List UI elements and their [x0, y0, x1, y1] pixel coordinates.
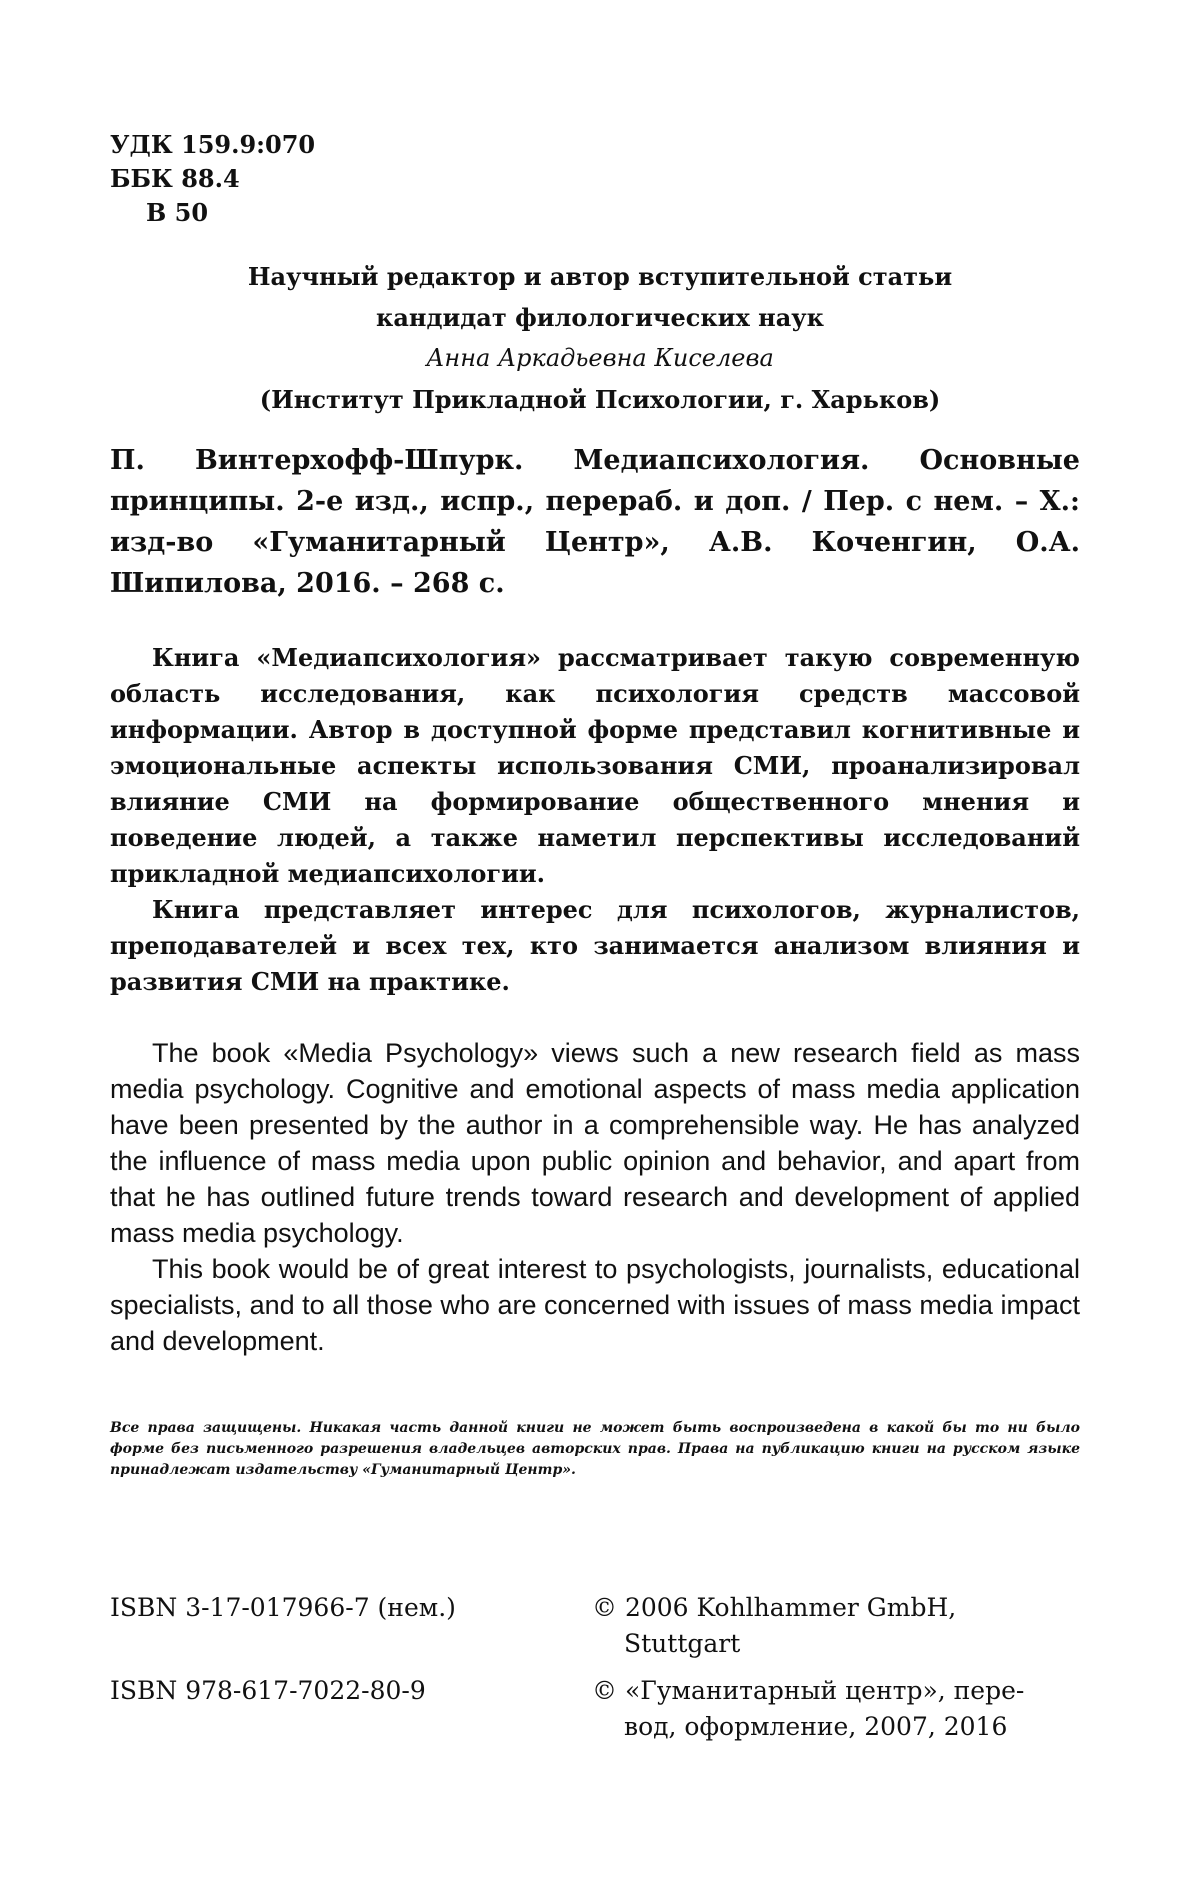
editor-affiliation: (Институт Прикладной Психологии, г. Харьков): [259, 385, 941, 414]
copyright-translation: [592, 1673, 1080, 1745]
abstract-russian: [110, 640, 1080, 1000]
book-author: П. Винтерхофф-Шпурк.: [110, 445, 524, 476]
book-description: Медиапсихология. Основные принципы. 2-е изд., испр., перераб. и доп. / Пер. с нем. – Х.: изд-во «Гуманитарный Центр», А.В. Коченгин, О.А. Шипилова, 2016. – 268 с.: [110, 445, 1080, 599]
copyright-original-line-2: Stuttgart: [624, 1629, 741, 1658]
scientific-editor-block: [180, 256, 1020, 420]
abstract-en-paragraph-2: This book would be of great interest to psychologists, journalists, educational specialists, and to all those who are concerned with issues of mass media impact and development.: [110, 1254, 1080, 1356]
editor-degree: кандидат филологических наук: [376, 303, 824, 332]
copyright-original-line-1: © 2006 Kohlhammer GmbH,: [592, 1593, 957, 1622]
copyright-original: [592, 1590, 1080, 1662]
editor-role: Научный редактор и автор вступительной статьи: [247, 262, 953, 291]
isbn-original: ISBN 3-17-017966-7 (нем.): [110, 1593, 456, 1622]
isbn-block: [110, 1590, 456, 1756]
editor-name: Анна Аркадьевна Киселева: [426, 344, 774, 372]
abstract-en-paragraph-1: The book «Media Psychology» views such a new research field as mass media psychology. Cognitive and emotional aspects of mass media application have been presented by the author in a comprehensible way. He has analyzed the influence of mass media upon public opinion and behavior, and apart from that he has outlined future trends toward research and development of applied mass media psychology.: [110, 1038, 1080, 1248]
copyright-translation-line-2: вод, оформление, 2007, 2016: [624, 1712, 1008, 1741]
abstract-ru-paragraph-1: Книга «Медиапсихология» рассматривает такую современную область исследования, как психология средств массовой информации. Автор в доступной форме представил когнитивные и эмоциональные аспекты использования СМИ, проанализировал влияние СМИ на формирование общественного мнения и поведение людей, а также наметил перспективы исследований прикладной медиапсихологии.: [110, 643, 1080, 888]
copyright-block: [592, 1590, 1080, 1756]
isbn-russian: ISBN 978-617-7022-80-9: [110, 1676, 426, 1705]
copyright-translation-line-1: © «Гуманитарный центр», пере-: [592, 1676, 1025, 1705]
abstract-ru-paragraph-2: Книга представляет интерес для психологов, журналистов, преподавателей и всех тех, кто занимается анализом влияния и развития СМИ на практике.: [110, 895, 1080, 996]
classification-codes: [110, 128, 315, 230]
udk-code: УДК 159.9:070: [110, 130, 316, 159]
abstract-english: [110, 1035, 1080, 1359]
author-mark: В 50: [146, 198, 209, 227]
bbk-code: ББК 88.4: [110, 164, 240, 193]
rights-notice: Все права защищены. Никакая часть данной книги не может быть воспроизведена в какой бы то ни было форме без письменного разрешения владельцев авторских прав. Права на публикацию книги на русском языке принадлежат издательству «Гуманитарный Центр».: [110, 1420, 1080, 1478]
bibliographic-description: [110, 440, 1080, 604]
